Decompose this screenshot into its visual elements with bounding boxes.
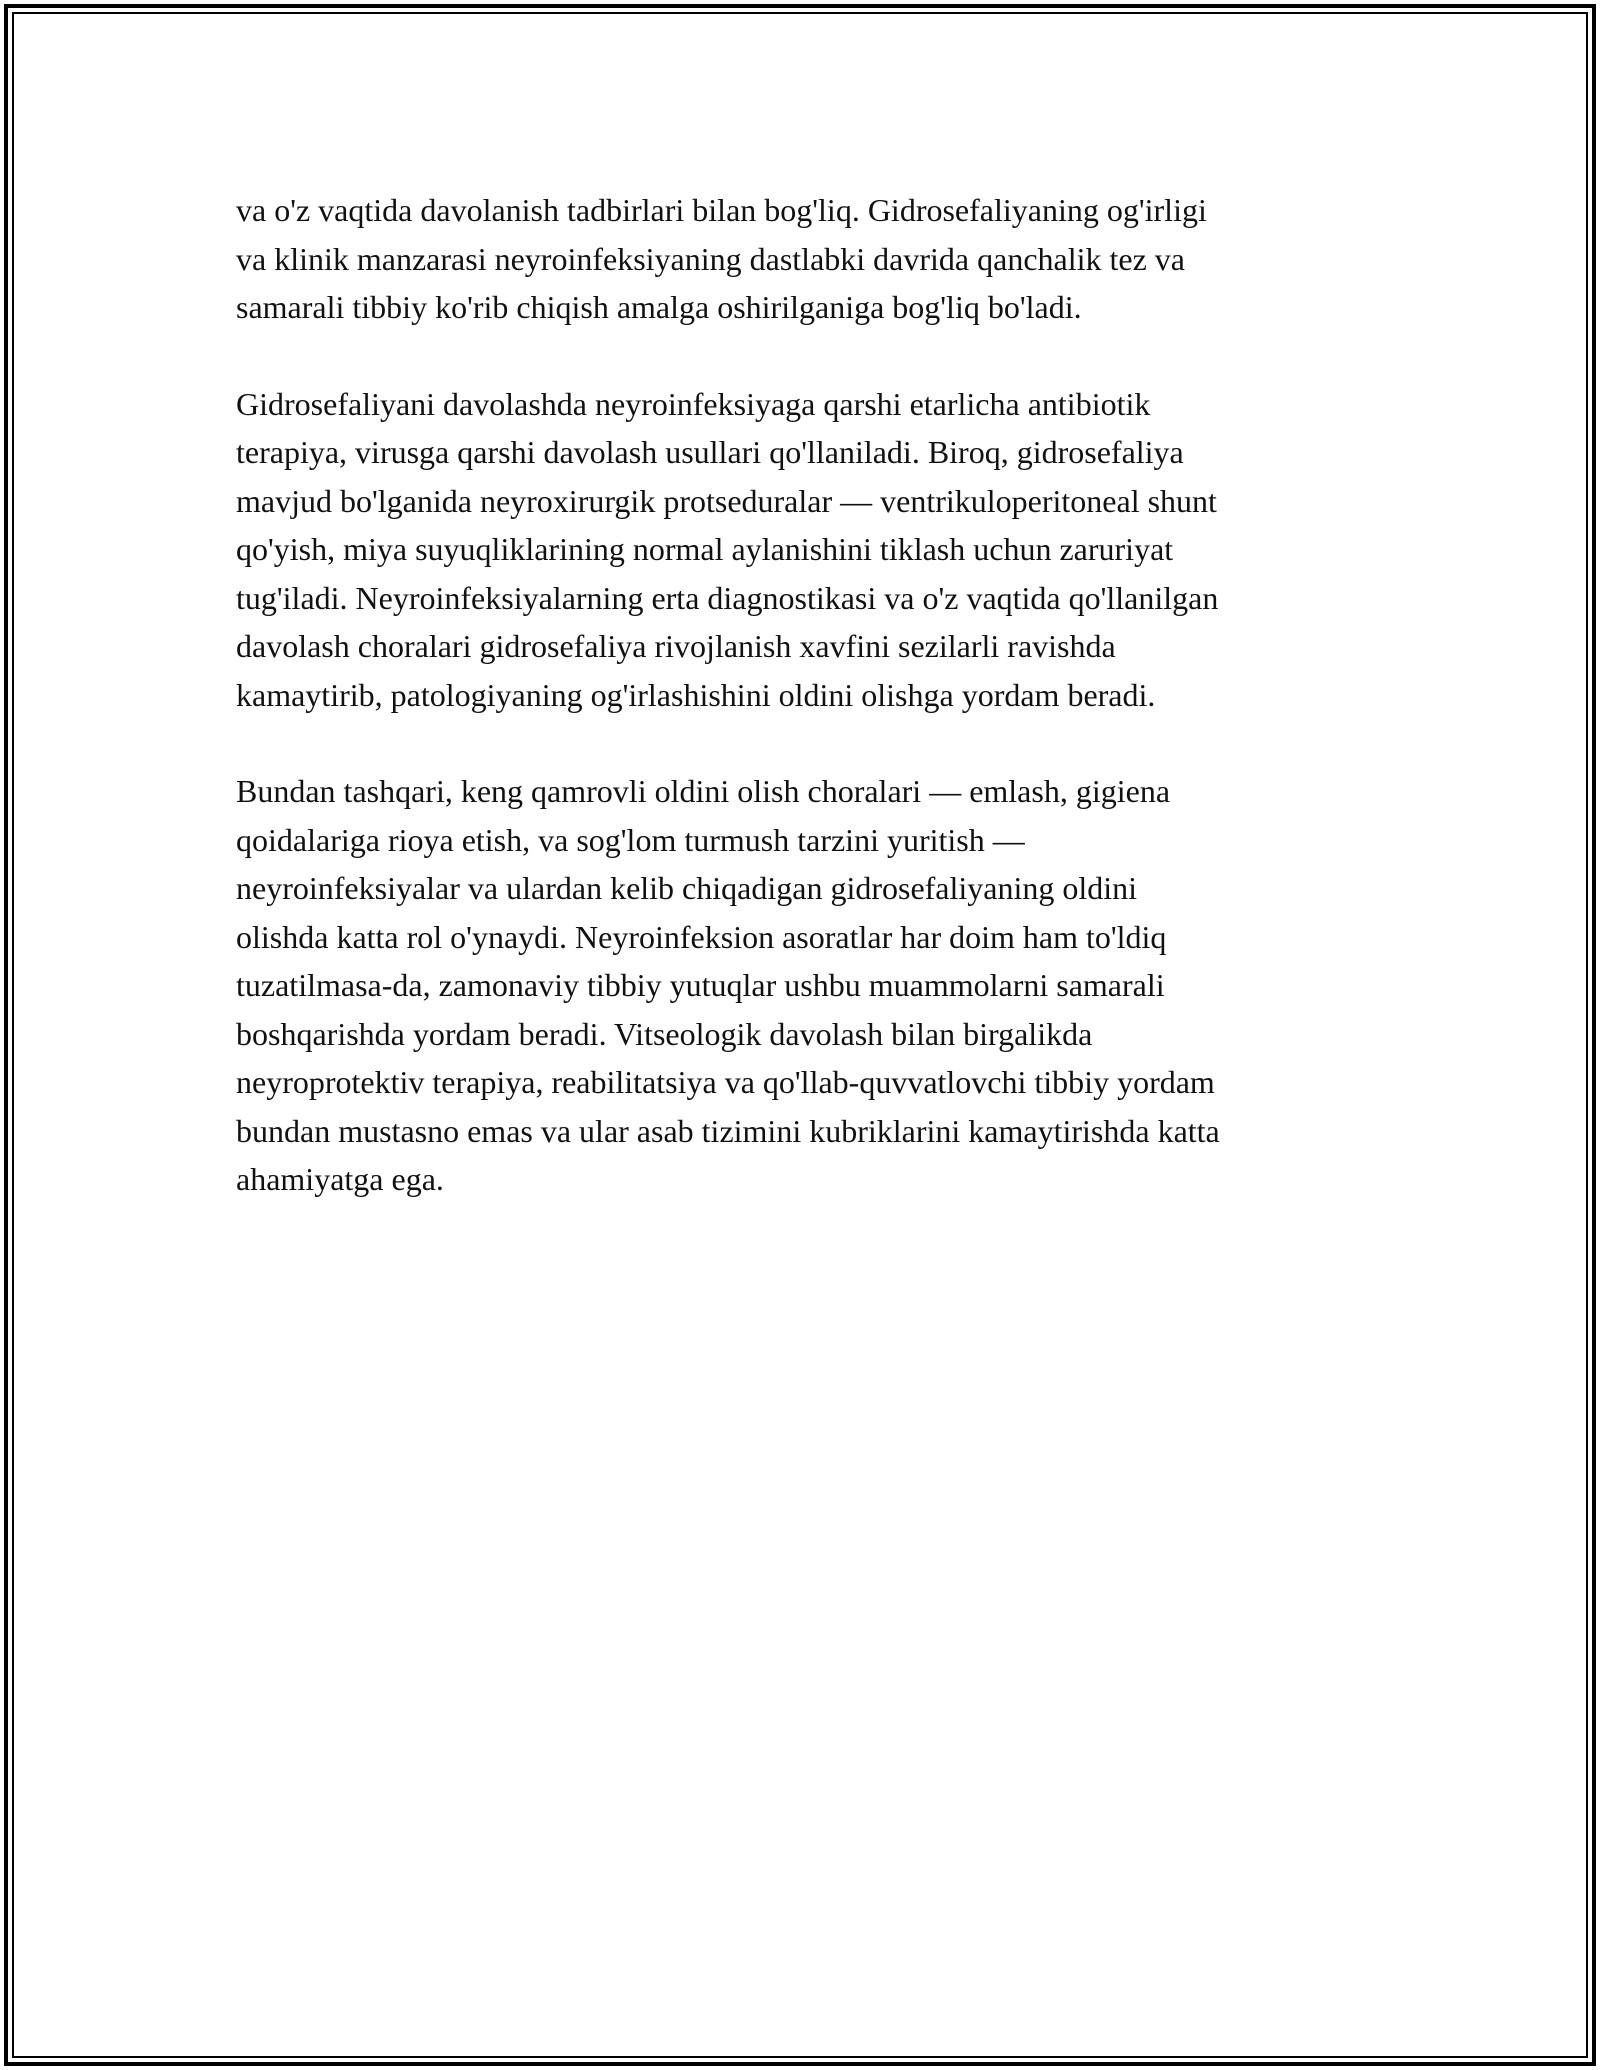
text-line: tuzatilmasa-da, zamonaviy tibbiy yutuqlar ushbu muammolarni samarali bbox=[236, 967, 1165, 1003]
text-line: Gidrosefaliyani davolashda neyroinfeksiyaga qarshi etarlicha antibiotik bbox=[236, 385, 1151, 422]
paragraph-1 bbox=[236, 186, 1376, 332]
text-line: terapiya, virusga qarshi davolash usullari qo'llaniladi. Biroq, gidrosefaliya bbox=[236, 434, 1184, 470]
text-line: davolash choralari gidrosefaliya rivojlanish xavfini sezilarli ravishda bbox=[236, 628, 1116, 664]
text-line: qoidalariga rioya etish, va sog'lom turmush tarzini yuritish — bbox=[236, 821, 1025, 858]
text-line: neyroprotektiv terapiya, reabilitatsiya va qo'llab-quvvatlovchi tibbiy yordam bbox=[236, 1064, 1215, 1100]
text-line: Bundan tashqari, keng qamrovli oldini olish choralari — emlash, gigiena bbox=[236, 773, 1171, 809]
text-line: qo'yish, miya suyuqliklarining normal aylanishini tiklash uchun zaruriyat bbox=[236, 531, 1174, 567]
text-line: ahamiyatga ega. bbox=[236, 1161, 444, 1197]
text-line: va klinik manzarasi neyroinfeksiyaning dastlabki davrida qanchalik tez va bbox=[236, 240, 1185, 277]
text-line: olishda katta rol o'ynaydi. Neyroinfeksion asoratlar har doim ham to'ldiq bbox=[236, 918, 1167, 955]
text-line: neyroinfeksiyalar va ulardan kelib chiqadigan gidrosefaliyaning oldini bbox=[236, 870, 1138, 906]
text-line: samarali tibbiy ko'rib chiqish amalga oshirilganiga bog'liq bo'ladi. bbox=[236, 289, 1082, 325]
paragraph-3 bbox=[236, 767, 1376, 1204]
text-line: bundan mustasno emas va ular asab tizimini kubriklarini kamaytirishda katta bbox=[236, 1112, 1220, 1149]
paragraph-2 bbox=[236, 380, 1376, 720]
document-body bbox=[236, 186, 1376, 1204]
text-line: va o'z vaqtida davolanish tadbirlari bilan bog'liq. Gidrosefaliyaning og'irligi bbox=[236, 192, 1207, 228]
text-line: boshqarishda yordam beradi. Vitseologik davolash bilan birgalikda bbox=[236, 1015, 1093, 1052]
text-line: mavjud bo'lganida neyroxirurgik protseduralar — ventrikuloperitoneal shunt bbox=[236, 482, 1217, 519]
text-line: kamaytirib, patologiyaning og'irlashishini oldini olishga yordam beradi. bbox=[236, 676, 1156, 713]
text-line: tug'iladi. Neyroinfeksiyalarning erta diagnostikasi va o'z vaqtida qo'llanilgan bbox=[236, 579, 1219, 616]
